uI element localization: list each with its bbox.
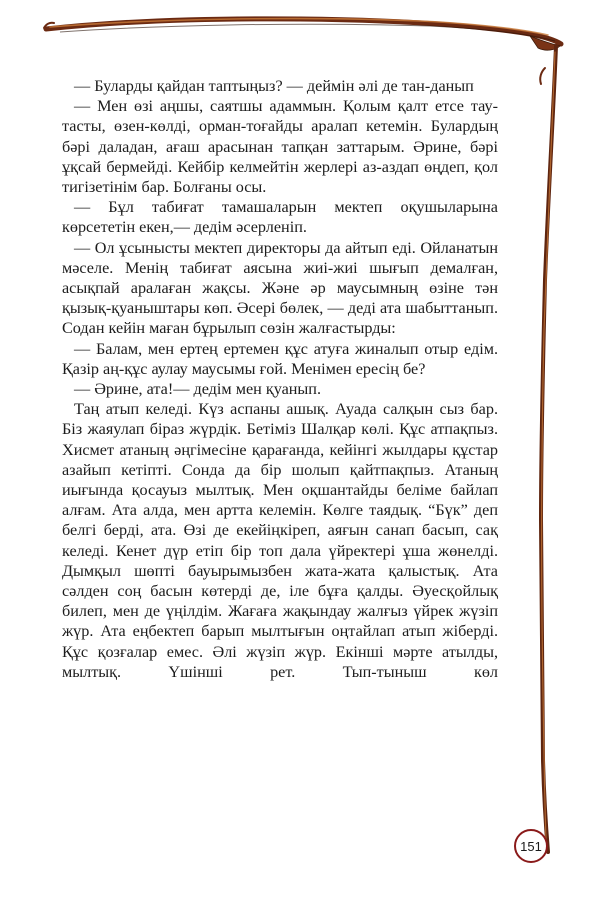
paragraph: — Мен өзі аңшы, саятшы адаммын. Қолым қалт етсе тау-тасты, өзен-көлді, орман-тоғайды аралап кетемін. Булардың бәрі даладан, ағаш арасынан тапқан заттарым. Әрине, бәрі ұқсай бермейді. Кейбір келмейтін жерлері аз-аздап өңдеп, қол тигізетінім бар. Болғаны осы. [62, 97, 498, 197]
story-text [62, 76, 498, 682]
page-number: 151 [514, 829, 548, 863]
paragraph: — Әрине, ата!— дедім мен қуанып. [74, 380, 322, 399]
paragraph: — Бұл табиғат тамашаларын мектеп оқушыларына көрсететін екен,— дедім әсерленіп. [62, 198, 498, 237]
paragraph: Таң атып келеді. Күз аспаны ашық. Ауада салқын сыз бар. Біз жаяулап біраз жүрдік. Бетіміз Шалқар көлі. Құс атпақпыз. Хисмет атаның әңгімесіне қарағанда, кейінгі жылдары құстар азайып кетіпті. Сонда да бір шолып қайтпақпыз. Атаның иығында қосауыз мылтық. Мен оқшантайды беліме байлап алғам. Ата алда, мен артта келемін. Көлге таядық. “Бүк” деп белгі берді, ата. Өзі де екейіңкіреп, аяғын санап басып, сақ келеді. Кенет дүр етіп бір топ дала үйректері ұша жөнелді. Дымқыл шөпті бауырымызбен жата-жата қалыстық. Ата сәлден соң басын көтерді де, іле бұға қалды. Әуесқойлық билеп, мен де үңілдім. Жағаға жақындау жалғыз үйрек жүзіп жүр. Ата еңбектеп барып мылтығын оңтайлап атып жіберді. Құс қозғалар емес. Әлі жүзіп жүр. Екінші мәрте атылды, мылтық. Үшінші рет. Тып-тыныш көл [62, 400, 498, 681]
paragraph: — Буларды қайдан таптыңыз? — деймін әлі де тан-данып [74, 77, 474, 95]
paragraph: — Ол ұсынысты мектеп директоры да айтып еді. Ойланатын мәселе. Менің табиғат аясына жиі-жиі шығып демалған, асықпай аралаған жақсы. Және әр маусымның өзіне тән қызық-қуаныштары көп. Әсері бөлек, — деді ата шабыттанып. Содан кейін маған бұрылып сөзін жалғастырды: [62, 238, 498, 338]
paragraph: — Балам, мен ертең ертемен құс атуға жиналып отыр едім. Қазір аң-құс аулау маусымы ғой. Менімен ересің бе? [62, 339, 498, 378]
branch-hook [540, 68, 545, 84]
